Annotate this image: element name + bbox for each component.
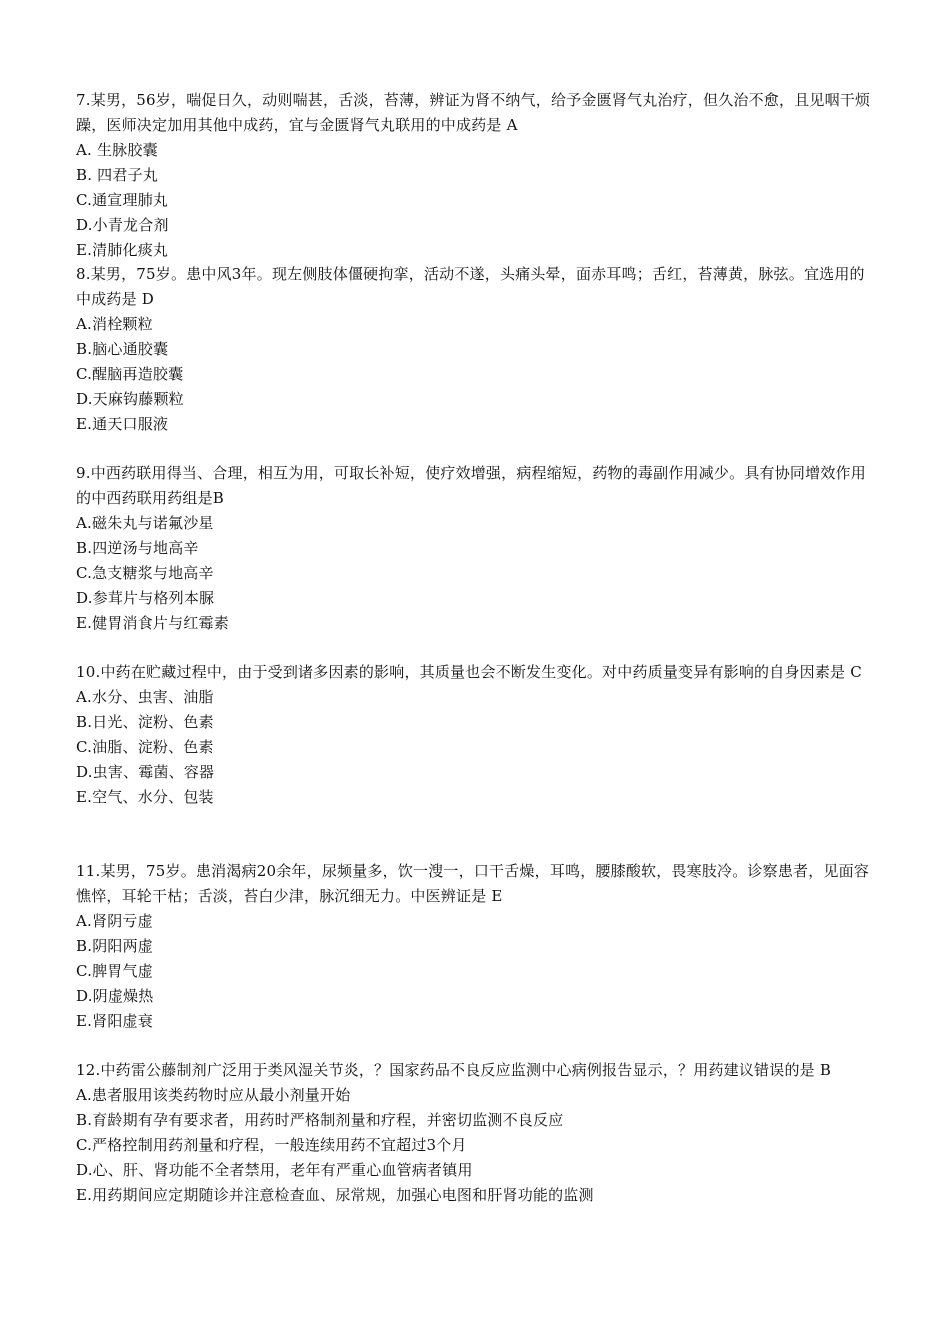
option-e: E.通天口服液: [76, 415, 169, 433]
question-stem: 9.中西药联用得当、合理，相互为用，可取长补短，使疗效增强，病程缩短，药物的毒副作用减少。具有协同增效作用的中西药联用药组是B: [76, 464, 866, 507]
question-8: [76, 262, 876, 437]
option-d: D.小青龙合剂: [76, 216, 169, 234]
option-e: E.肾阳虚衰: [76, 1012, 153, 1030]
option-b: B.四逆汤与地高辛: [76, 539, 199, 557]
option-c: C.油脂、淀粉、色素: [76, 738, 214, 756]
option-b: B.日光、淀粉、色素: [76, 713, 214, 731]
option-c: C.急支糖浆与地高辛: [76, 564, 214, 582]
option-a: A.肾阴亏虚: [76, 912, 153, 930]
option-b: B.阴阳两虚: [76, 937, 153, 955]
question-12: [76, 1058, 876, 1208]
question-stem: 12.中药雷公藤制剂广泛用于类风湿关节炎，？国家药品不良反应监测中心病例报告显示，？用药建议错误的是 B: [76, 1061, 832, 1079]
option-d: D.天麻钩藤颗粒: [76, 390, 184, 408]
question-9: [76, 461, 876, 636]
option-d: D.参茸片与格列本脲: [76, 589, 215, 607]
question-stem: 11.某男，75岁。患消渴病20余年，尿频量多，饮一溲一，口干舌燥，耳鸣，腰膝酸软，畏寒肢冷。诊察患者，见面容憔悴，耳轮干枯；舌淡，苔白少津，脉沉细无力。中医辨证是 E: [76, 862, 870, 905]
option-a: A.水分、虫害、油脂: [76, 688, 214, 706]
option-e: E.空气、水分、包装: [76, 788, 214, 806]
question-stem: 8.某男，75岁。患中风3年。现左侧肢体僵硬拘挛，活动不遂，头痛头晕，面赤耳鸣；舌红，苔薄黄，脉弦。宜选用的中成药是 D: [76, 265, 865, 308]
option-e: E.用药期间应定期随诊并注意检查血、尿常规，加强心电图和肝肾功能的监测: [76, 1186, 594, 1204]
question-10: [76, 660, 876, 810]
option-b: B. 四君子丸: [76, 166, 158, 184]
option-e: E.健胃消食片与红霉素: [76, 614, 229, 632]
option-a: A.磁朱丸与诺氟沙星: [76, 514, 214, 532]
option-a: A.消栓颗粒: [76, 315, 153, 333]
option-b: B.脑心通胶囊: [76, 340, 169, 358]
option-e: E.清肺化痰丸: [76, 241, 169, 259]
question-11: [76, 859, 876, 1034]
option-d: D.心、肝、肾功能不全者禁用，老年有严重心血管病者镇用: [76, 1161, 473, 1179]
option-a: A.患者服用该类药物时应从最小剂量开始: [76, 1086, 351, 1104]
question-stem: 7.某男，56岁，喘促日久，动则喘甚，舌淡，苔薄，辨证为肾不纳气，给予金匮肾气丸治疗，但久治不愈，且见咽干烦躁，医师决定加用其他中成药，宜与金匮肾气丸联用的中成药是 A: [76, 91, 871, 134]
option-c: C.醒脑再造胶囊: [76, 365, 184, 383]
question-stem: 10.中药在贮藏过程中，由于受到诸多因素的影响，其质量也会不断发生变化。对中药质量变异有影响的自身因素是 C: [76, 663, 862, 681]
option-d: D.阴虚燥热: [76, 987, 154, 1005]
option-c: C.通宣理肺丸: [76, 191, 169, 209]
option-c: C.严格控制用药剂量和疗程，一般连续用药不宜超过3个月: [76, 1136, 467, 1154]
question-7: [76, 88, 876, 263]
option-b: B.育龄期有孕有要求者，用药时严格制剂量和疗程，并密切监测不良反应: [76, 1111, 564, 1129]
option-c: C.脾胃气虚: [76, 962, 153, 980]
option-d: D.虫害、霉菌、容器: [76, 763, 215, 781]
option-a: A. 生脉胶囊: [76, 141, 158, 159]
